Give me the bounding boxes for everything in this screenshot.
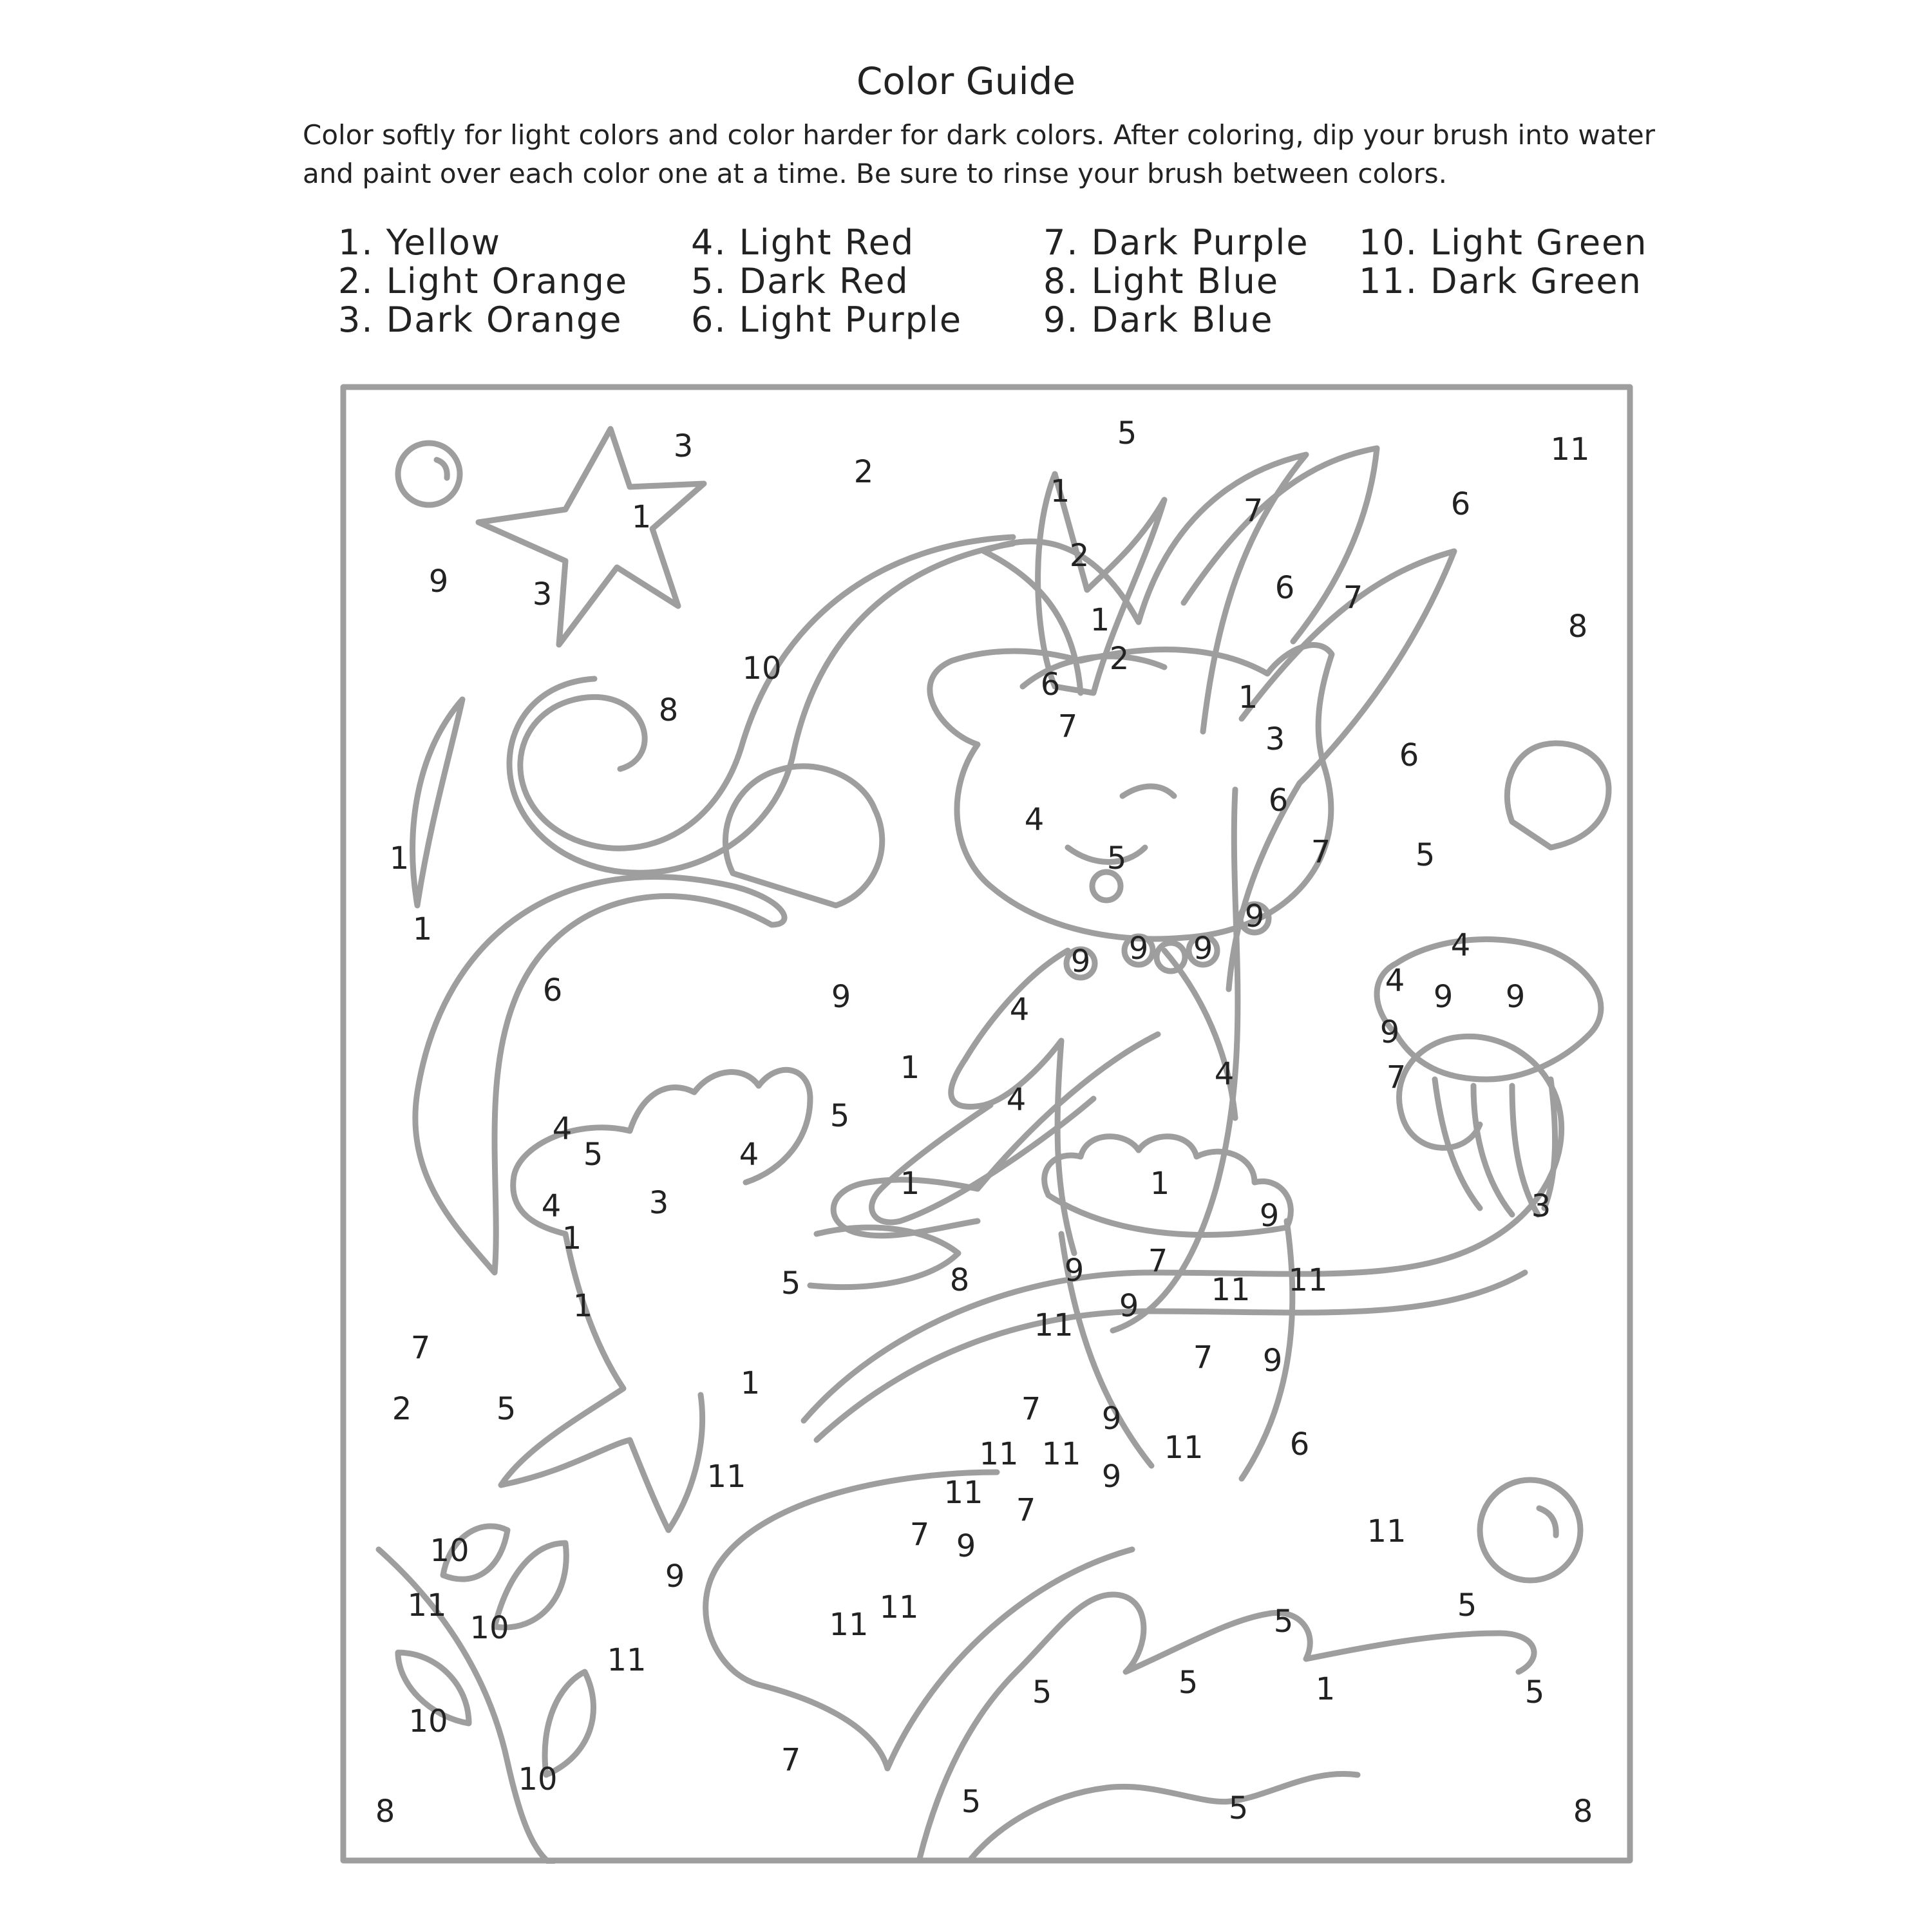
label-11-bubble-c: 11 [1367,1513,1406,1549]
label-5-coral-d: 5 [1032,1674,1052,1710]
label-4-body-b: 4 [1214,1056,1235,1092]
label-8-water-b: 8 [658,692,679,728]
label-7-mane-b: 7 [1343,580,1363,616]
label-9-necklace-d: 9 [1193,931,1213,967]
coral-shape [920,1595,1534,1859]
label-10-leaf-c: 10 [408,1703,448,1739]
label-5-coral-b: 5 [1457,1587,1477,1624]
label-5-bubble: 5 [1117,415,1137,451]
legend-item-light-green: 10. Light Green [1359,222,1648,263]
label-6-mane-d: 6 [1399,737,1419,773]
label-3-fish: 3 [649,1185,669,1221]
label-7-bubble: 7 [410,1330,431,1366]
color-legend [0,222,1932,351]
legend-item-dark-orange: 3. Dark Orange [338,299,623,340]
label-9-scale: 9 [1259,1198,1280,1234]
label-9-necklace-b: 9 [1070,943,1091,980]
label-2-horn: 2 [1069,538,1090,574]
label-5-coral-c: 5 [1178,1665,1198,1701]
label-7-mane-d: 7 [1311,834,1331,870]
label-5-coral-g: 5 [1228,1790,1249,1826]
label-3-tentacles: 3 [1531,1188,1551,1224]
legend-item-dark-purple: 7. Dark Purple [1043,222,1309,263]
label-11-fin-b: 11 [829,1607,869,1643]
legend-item-dark-green: 11. Dark Green [1359,261,1642,301]
label-7-jelly: 7 [1386,1059,1406,1095]
label-6-mane-b: 6 [1274,570,1295,606]
label-4-fish: 4 [552,1111,573,1147]
label-4-jelly: 4 [1450,927,1471,963]
label-11-scale-d: 11 [1164,1430,1204,1466]
label-1-hoof: 1 [900,1050,920,1086]
label-6-mane: 6 [1450,486,1471,522]
label-5-fin: 5 [496,1391,516,1427]
label-2-bubble: 2 [853,454,874,490]
label-11-scale-c: 11 [1034,1307,1074,1343]
legend-item-yellow: 1. Yellow [338,222,501,263]
label-11-bubble: 11 [1550,431,1590,468]
bubble-shape [398,443,460,505]
label-9-jelly-b: 9 [1505,979,1526,1015]
legend-item-dark-blue: 9. Dark Blue [1043,299,1274,340]
label-9-scale-f: 9 [1101,1459,1122,1495]
shell-shape [725,766,882,905]
label-9-scale-c: 9 [1119,1288,1139,1324]
label-11-scale-f: 11 [1041,1436,1081,1472]
shell-shape [1507,743,1609,848]
label-1-bubble: 1 [412,911,433,947]
label-1-starfish: 1 [631,499,652,535]
label-1-hoof-b: 1 [900,1166,920,1202]
label-2-bubble-b: 2 [392,1391,412,1427]
label-9-tail: 9 [665,1558,685,1595]
label-4-body: 4 [1006,1082,1027,1118]
label-9-scale-b: 9 [1064,1253,1084,1289]
label-4-jelly-b: 4 [1385,963,1405,999]
label-7-mane: 7 [1243,493,1264,529]
label-11-fin: 11 [879,1589,919,1625]
label-7-scale-b: 7 [1193,1340,1213,1376]
coloring-picture [340,384,1633,1864]
label-5-coral-f: 5 [961,1784,981,1820]
label-9-scale-e: 9 [1101,1401,1122,1437]
label-7-scale-e: 7 [909,1517,930,1553]
label-1-skirt: 1 [1150,1166,1170,1202]
label-7-tail: 7 [781,1742,801,1778]
label-11-bubble-b: 11 [706,1459,746,1495]
label-1-yellow: 1 [389,840,410,876]
label-11-scale: 11 [1211,1272,1251,1308]
label-9-necklace: 9 [1244,898,1265,934]
label-3-starfish-b: 3 [532,576,553,612]
leaf-shape [545,1672,593,1775]
label-6-crescent: 6 [542,972,563,1009]
label-10-leaf: 10 [430,1533,469,1569]
jellyfish-shape [1377,940,1601,1079]
label-6-mane-c: 6 [1040,667,1061,703]
legend-item-light-orange: 2. Light Orange [338,261,629,301]
label-1-fish-b: 1 [573,1288,593,1324]
label-5-coral: 5 [1273,1604,1294,1640]
label-1-bubble-b: 1 [740,1365,761,1401]
label-9-scale-g: 9 [956,1528,976,1564]
legend-item-light-blue: 8. Light Blue [1043,261,1280,301]
label-7-scale: 7 [1148,1243,1168,1279]
label-1-horn-b: 1 [1090,602,1110,638]
label-9-scale-d: 9 [1262,1343,1283,1379]
instructions-text: Color softly for light colors and color harder for dark colors. After coloring, dip your brush into water and paint over each color one at a time. Be sure to rinse your brush between colors. [303,119,1656,189]
label-5-bubble-b: 5 [1415,837,1435,873]
label-7-scale-d: 7 [1016,1492,1036,1528]
label-8-water-e: 8 [1573,1794,1593,1830]
legend-item-dark-red: 5. Dark Red [691,261,909,301]
label-10-seaweed: 10 [742,650,782,687]
label-1-horn: 1 [1050,473,1070,509]
label-11-scale-b: 11 [1288,1262,1328,1298]
seaweed-swirl-shape [520,537,1013,848]
label-11-fin-c: 11 [607,1642,647,1678]
label-5-coral-e: 5 [1524,1674,1545,1710]
label-9-jelly: 9 [1433,979,1454,1015]
label-8-water-d: 8 [375,1794,395,1830]
label-10-leaf-d: 10 [518,1761,558,1797]
label-4-face: 4 [1024,802,1045,838]
label-4-fish-c: 4 [541,1188,562,1224]
label-2-horn-c: 2 [1109,641,1130,677]
crescent-shape [413,699,462,905]
water-swirl-shape [804,1036,1562,1421]
label-8-water-c: 8 [949,1262,970,1298]
label-5-fish-b: 5 [829,1098,850,1134]
label-4-arm: 4 [1009,992,1030,1028]
bubble-shape [1480,1480,1580,1580]
label-6-swirl: 6 [1289,1426,1310,1463]
page-title: Color Guide [856,59,1076,103]
label-5-fish-c: 5 [781,1265,801,1302]
label-7-mane-c: 7 [1057,708,1078,744]
label-11-scale-g: 11 [943,1475,983,1511]
label-1-coral: 1 [1315,1671,1336,1707]
label-3-starfish: 3 [673,428,694,464]
label-11-leaf: 11 [407,1587,447,1624]
label-10-leaf-b: 10 [469,1610,509,1646]
label-7-scale-c: 7 [1021,1391,1041,1427]
legend-item-light-red: 4. Light Red [691,222,915,263]
label-1-star: 1 [1238,679,1258,715]
label-6-mane-e: 6 [1268,782,1289,819]
label-9-necklace-c: 9 [1128,931,1149,967]
label-4-fish-b: 4 [739,1137,759,1173]
legend-item-light-purple: 6. Light Purple [691,299,963,340]
label-9-bubble: 9 [428,564,449,600]
catfish-body-shape [501,1128,703,1530]
label-5-cheek: 5 [1106,840,1127,876]
label-1-fish: 1 [562,1220,582,1256]
label-8-water: 8 [1567,609,1588,645]
label-9-jelly-c: 9 [1379,1014,1400,1050]
label-11-scale-e: 11 [979,1436,1019,1472]
label-5-fish: 5 [583,1137,603,1173]
starfish-shape [478,429,704,645]
label-9-bubble-b: 9 [831,979,851,1015]
label-3-star: 3 [1265,721,1285,757]
